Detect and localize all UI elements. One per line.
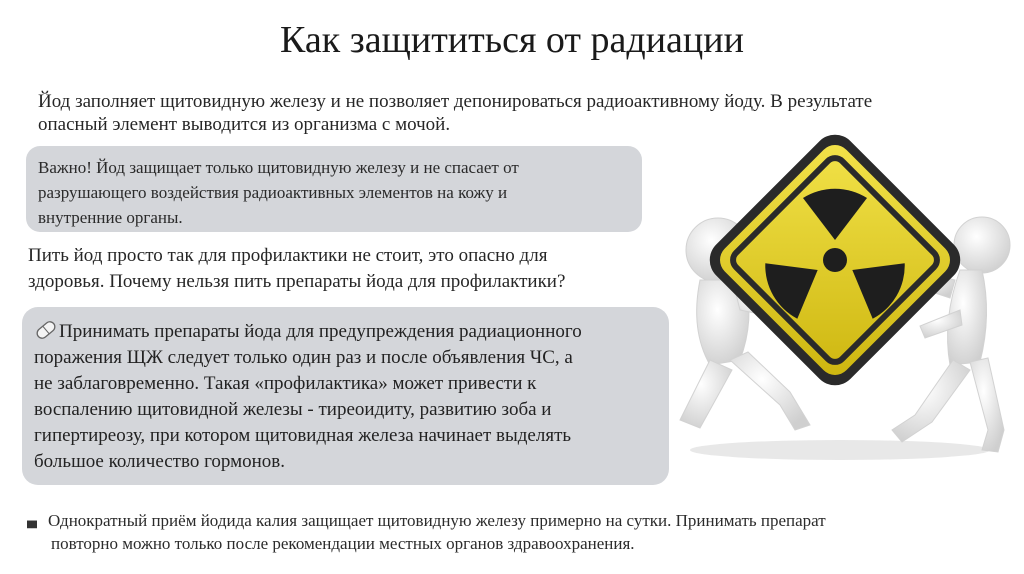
question-line-2: здоровья. Почему нельзя пить препараты йода для профилактики? [28, 271, 566, 292]
footer-line-2: повторно можно только после рекомендации местных органов здравоохранения. [51, 534, 635, 553]
note-line-1: Важно! Йод защищает только щитовидную железу и не спасает от [38, 158, 519, 177]
intro-line-1: Йод заполняет щитовидную железу и не позволяет депонироваться радиоактивному йоду. В результате [38, 91, 873, 112]
question-paragraph [28, 243, 648, 295]
slide-title: Как защититься от радиации [280, 19, 744, 61]
radiation-warning-sign-illustration [670, 130, 1015, 470]
footer-line-1: Однократный приём йодида калия защищает щитовидную железу примерно на сутки. Принимать препарат [48, 511, 826, 530]
intro-line-2: опасный элемент выводится из организма с мочой. [38, 114, 451, 135]
footer-paragraph [22, 509, 1012, 555]
advice-box [22, 307, 669, 485]
advice-line-6: большое количество гормонов. [34, 451, 286, 472]
note-line-2: разрушающего воздействия радиоактивных элементов на кожу и [38, 183, 508, 202]
bullet-icon: ▗▖ [22, 513, 42, 528]
question-line-1: Пить йод просто так для профилактики не стоит, это опасно для [28, 245, 548, 266]
advice-line-5: гипертиреозу, при котором щитовидная железа начинает выделять [34, 425, 572, 446]
advice-line-1: Принимать препараты йода для предупреждения радиационного [59, 321, 582, 342]
advice-line-3: не заблаговременно. Такая «профилактика» может привести к [34, 373, 537, 394]
important-note-box [26, 146, 642, 232]
paperclip-pill-icon [34, 319, 58, 341]
advice-line-2: поражения ЩЖ следует только один раз и после объявления ЧС, а [34, 347, 573, 368]
advice-line-4: воспалению щитовидной железы - тиреоидиту, развитию зоба и [34, 399, 552, 420]
note-line-3: внутренние органы. [38, 208, 183, 227]
